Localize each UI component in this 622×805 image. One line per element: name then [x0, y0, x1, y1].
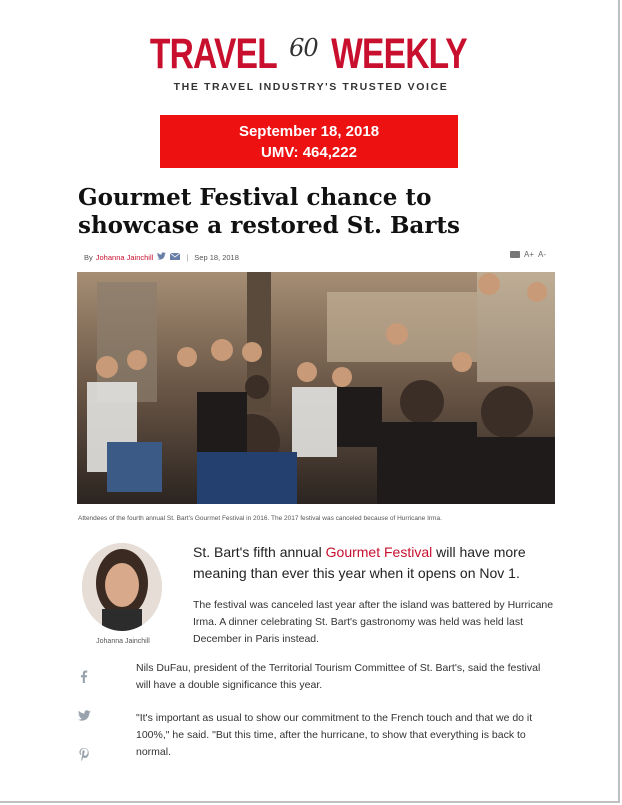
byline-prefix: By: [84, 252, 93, 262]
twitter-share-icon[interactable]: [74, 710, 94, 724]
travel-weekly-logo[interactable]: [150, 30, 467, 78]
logo-text-left: TRAVEL: [150, 30, 278, 78]
banner-umv: UMV: 464,222: [261, 144, 357, 161]
font-decrease-button[interactable]: A-: [538, 250, 546, 259]
article-tools: [510, 250, 546, 259]
byline-author-link[interactable]: Johanna Jainchill: [95, 252, 154, 262]
byline: [84, 250, 554, 264]
author-card-name: Johanna Jainchill: [96, 638, 150, 645]
email-icon[interactable]: [170, 252, 180, 262]
logo-60-mark: 60: [289, 34, 318, 62]
author-avatar[interactable]: [82, 543, 162, 631]
photo-caption: Attendees of the fourth annual St. Bart's Gourmet Festival in 2016. The 2017 festival was canceled because of Hurricane Irma.: [78, 515, 442, 522]
article-headline: Gourmet Festival chance to showcase a restored St. Barts: [78, 184, 461, 239]
masthead-tagline: THE TRAVEL INDUSTRY'S TRUSTED VOICE: [173, 81, 449, 93]
gourmet-festival-link[interactable]: Gourmet Festival: [325, 544, 433, 560]
byline-separator: |: [186, 252, 189, 262]
logo-text-right: WEEKLY: [330, 30, 467, 78]
article-paragraph: The festival was canceled last year after the island was battered by Hurricane Irma. A dinner celebrating St. Bart's gastronomy was held was held last December in Paris instead.: [193, 599, 554, 645]
article-paragraph: Nils DuFau, president of the Territorial Tourism Committee of St. Bart's, said the festival will have a double significance this year.: [136, 662, 541, 691]
article-paragraph: "It's important as usual to show our commitment to the French touch and that we do it 100%," he said. "But this time, after the hurricane, to show that everything is back to normal.: [136, 712, 533, 758]
article-lede: [193, 542, 553, 584]
print-icon[interactable]: [510, 251, 520, 258]
lede-text-after: will have more meaning than ever this year when it opens on Nov 1.: [193, 544, 526, 581]
font-increase-button[interactable]: A+: [523, 250, 534, 259]
facebook-icon[interactable]: [74, 670, 94, 686]
article-photo: [77, 272, 555, 504]
pinterest-icon[interactable]: [74, 748, 94, 764]
banner-date: September 18, 2018: [238, 123, 380, 140]
date-umv-banner: [160, 115, 458, 168]
byline-date: Sep 18, 2018: [194, 252, 239, 262]
lede-text-before: St. Bart's fifth annual: [193, 544, 326, 560]
twitter-icon[interactable]: [157, 252, 166, 262]
